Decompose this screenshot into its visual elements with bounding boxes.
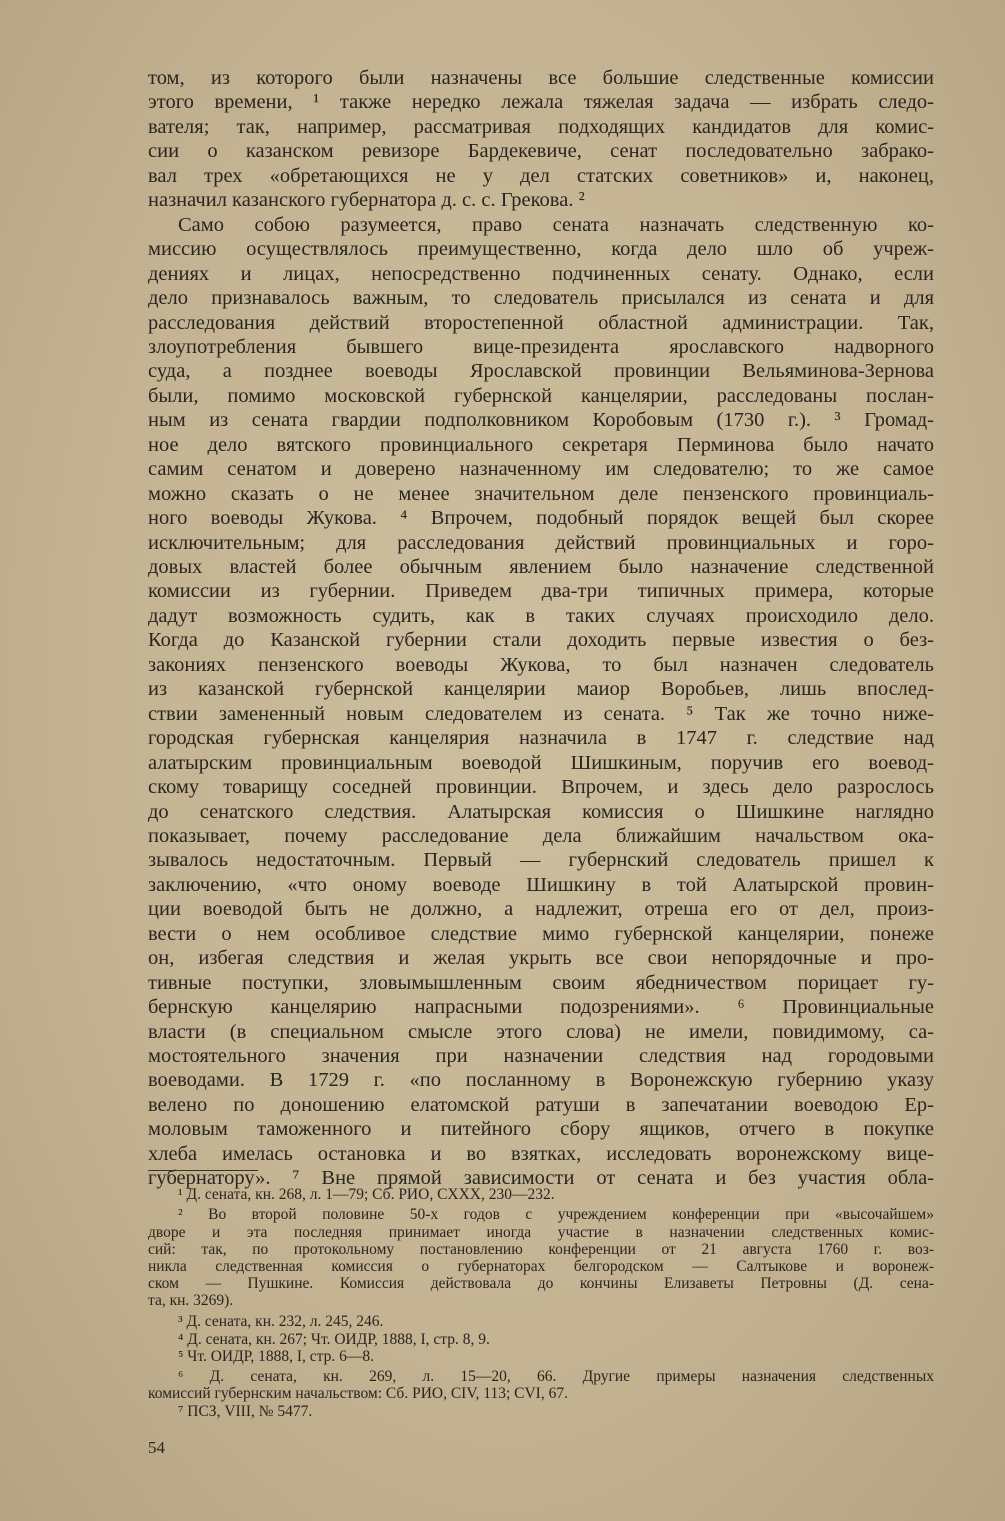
footnote-line: сий: так, по протокольному постановлению конференции от 21 августа 1760 г. воз- xyxy=(148,1241,934,1258)
body-line: сии о казанском ревизоре Бардекевиче, сенат последовательно забрако- xyxy=(148,140,934,163)
body-line: бернскую канцелярию напрасными подозрениями». ⁶ Провинциальные xyxy=(148,996,934,1019)
body-line: ного воеводы Жукова. ⁴ Впрочем, подобный порядок вещей был скорее xyxy=(148,507,934,530)
footnote-divider xyxy=(148,1170,258,1171)
body-line: зывалось недостаточным. Первый — губернский следователь пришел к xyxy=(148,849,934,872)
body-line: вателя; так, например, рассматривая подходящих кандидатов для комис- xyxy=(148,115,934,138)
footnote-line: ⁴ Д. сената, кн. 267; Чт. ОИДР, 1888, I, стр. 8, 9. xyxy=(178,1331,490,1348)
body-line: хлеба имелась остановка и во взятках, исследовать воронежскому вице- xyxy=(148,1142,934,1165)
body-line: скому товарищу соседней провинции. Впрочем, и здесь дело разрослось xyxy=(148,776,934,799)
footnote-line: ⁷ ПСЗ, VIII, № 5477. xyxy=(178,1403,313,1420)
body-line: самим сенатом и доверено назначенному им следователю; то же самое xyxy=(148,458,934,481)
footnote-line: дворе и эта последняя принимает иногда участие в назначении следственных комис- xyxy=(148,1224,934,1241)
footnote-line: ⁵ Чт. ОИДР, 1888, I, стр. 6—8. xyxy=(178,1348,374,1365)
body-line: дело признавалось важным, то следователь присылался из сената и для xyxy=(148,287,934,310)
footnote-line: ¹ Д. сената, кн. 268, л. 1—79; Сб. РИО, CXXX, 230—232. xyxy=(178,1186,555,1203)
body-line: до сенатского следствия. Алатырская комиссия о Шишкине наглядно xyxy=(148,800,934,823)
body-line: показывает, почему расследование дела ближайшим начальством ока- xyxy=(148,824,934,847)
body-line: назначил казанского губернатора д. с. с. Грекова. ² xyxy=(148,189,585,212)
body-line: губернатору». ⁷ Вне прямой зависимости от сената и без участия обла- xyxy=(148,1167,934,1190)
body-line: том, из которого были назначены все большие следственные комиссии xyxy=(148,67,934,89)
body-line: из казанской губернской канцелярии маиор Воробьев, лишь впослед- xyxy=(148,678,934,701)
body-line: ное дело вятского провинциального секретаря Перминова было начато xyxy=(148,433,934,456)
footnote-line: та, кн. 3269). xyxy=(148,1292,234,1309)
body-line: моловым таможенного и питейного сбору ящиков, отчего в покупке xyxy=(148,1118,934,1141)
body-line: ствии замененный новым следователем из сената. ⁵ Так же точно ниже- xyxy=(148,702,934,725)
body-line: ным из сената гвардии подполковником Коробовым (1730 г.). ³ Громад- xyxy=(148,409,934,432)
footnote-line: комиссий губернским начальством: Сб. РИО, CIV, 113; CVI, 67. xyxy=(148,1385,568,1402)
body-line: были, помимо московской губернской канцелярии, расследованы послан- xyxy=(148,384,934,407)
footnote-line: ³ Д. сената, кн. 232, л. 245, 246. xyxy=(178,1313,384,1330)
body-line: мостоятельного значения при назначении следствия над городовыми xyxy=(148,1045,934,1067)
body-line: городская губернская канцелярия назначила в 1747 г. следствие над xyxy=(148,727,934,750)
body-line: заключению, «что оному воеводе Шишкину в той Алатырской провин- xyxy=(148,873,934,896)
body-line: миссию осуществлялось преимущественно, когда дело шло об учреж- xyxy=(148,238,934,261)
body-line: власти (в специальном смысле этого слова) не имели, повидимому, са- xyxy=(148,1020,934,1043)
body-line: он, избегая следствия и желая укрыть все свои непорядочные и про- xyxy=(148,947,934,970)
footnote-line: никла следственная комиссия о губернаторах белгородском — Салтыкове и воронеж- xyxy=(148,1258,934,1275)
body-line: тивные поступки, зловымышленным своим ябедничеством порицает гу- xyxy=(148,971,934,994)
body-line: исключительным; для расследования действий провинциальных и горо- xyxy=(148,531,934,554)
body-line: злоупотребления бывшего вице-президента ярославского надворного xyxy=(148,335,934,358)
body-line: вал трех «обретающихся не у дел статских советников» и, наконец, xyxy=(148,164,934,187)
body-line: велено по доношению елатомской ратуши в запечатании воеводою Ер- xyxy=(148,1093,934,1116)
body-line: дадут возможность судить, как в таких случаях происходило дело. xyxy=(148,604,934,627)
body-line: вести о нем особливое следствие мимо губернской канцелярии, понеже xyxy=(148,922,934,945)
body-line: суда, а позднее воеводы Ярославской провинции Вельяминова-Зернова xyxy=(148,360,934,383)
body-line: довых властей более обычным явлением было назначение следственной xyxy=(148,556,934,578)
body-line: комиссии из губернии. Приведем два-три типичных примера, которые xyxy=(148,580,934,603)
body-line: Само собою разумеется, право сената назначать следственную ко- xyxy=(178,213,934,236)
body-line: расследования действий второстепенной областной администрации. Так, xyxy=(148,311,934,334)
body-line: Когда до Казанской губернии стали доходить первые известия о без- xyxy=(148,629,934,652)
body-line: алатырским провинциальным воеводой Шишкиным, поручив его воевод- xyxy=(148,751,934,774)
body-line: воеводами. В 1729 г. «по посланному в Воронежскую губернию указу xyxy=(148,1069,934,1092)
page-number: 54 xyxy=(148,1438,165,1457)
body-line: дениях и лицах, непосредственно подчиненных сенату. Однако, если xyxy=(148,262,934,285)
body-line: можно сказать о не менее значительном деле пензенского провинциаль- xyxy=(148,482,934,505)
footnote-line: ⁶ Д. сената, кн. 269, л. 15—20, 66. Другие примеры назначения следственных xyxy=(178,1368,934,1385)
body-line: закониях пензенского воеводы Жукова, то был назначен следователь xyxy=(148,653,934,676)
footnote-line: ² Во второй половине 50-х годов с учреждением конференции при «высочайшем» xyxy=(178,1206,934,1223)
footnote-line: ском — Пушкине. Комиссия действовала до кончины Елизаветы Петровны (Д. сена- xyxy=(148,1275,934,1292)
body-line: ции воеводой быть не должно, а надлежит, отреша его от дел, произ- xyxy=(148,898,934,921)
body-line: этого времени, ¹ также нередко лежала тяжелая задача — избрать следо- xyxy=(148,91,934,114)
